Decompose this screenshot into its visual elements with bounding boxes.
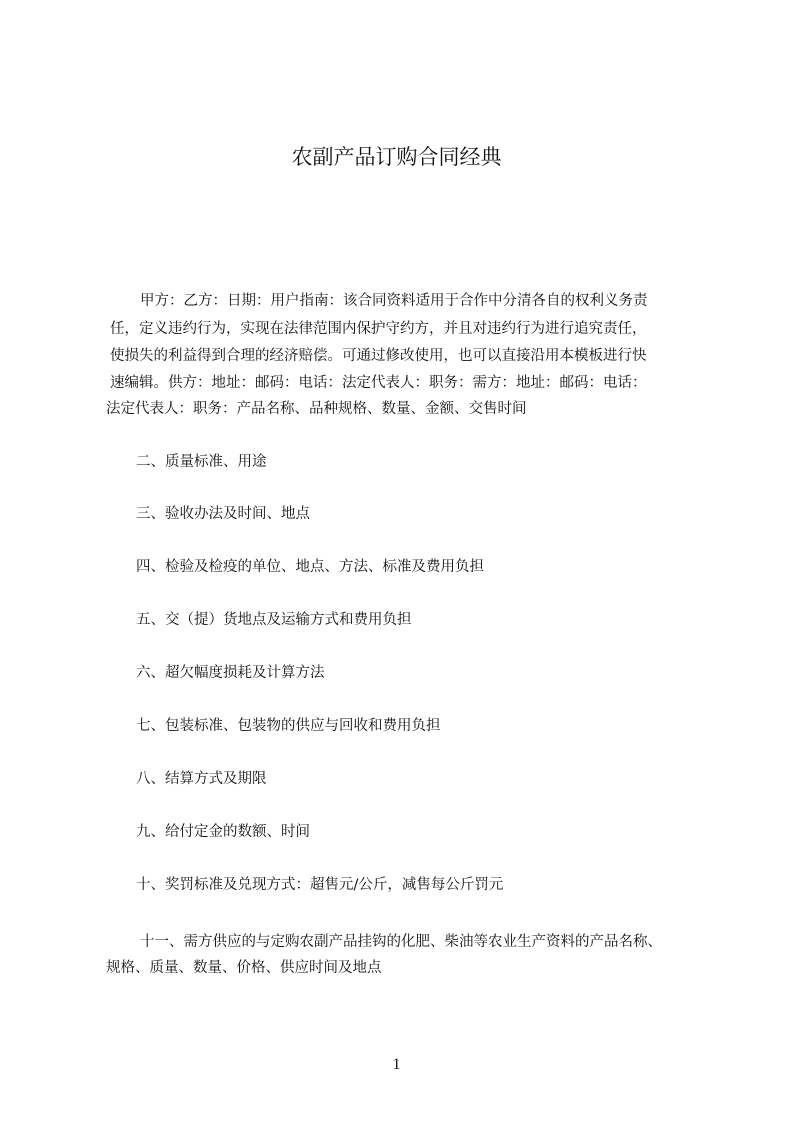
intro-line: 任，定义违约行为，实现在法律范围内保护守约方，并且对违约行为进行追究责任，	[110, 321, 647, 337]
section-heading: 七、包装标准、包装物的供应与回收和费用负担	[136, 718, 441, 734]
section-heading: 十、奖罚标准及兑现方式：超售元/公斤，减售每公斤罚元	[136, 877, 504, 893]
intro-line: 速编辑。供方：地址：邮码：电话：法定代表人：职务：需方：地址：邮码：电话：	[110, 375, 647, 391]
document-title: 农副产品订购合同经典	[291, 145, 502, 169]
section-heading: 五、交（提）货地点及运输方式和费用负担	[136, 612, 412, 628]
section-heading: 三、验收办法及时间、地点	[136, 506, 310, 522]
section-heading: 四、检验及检疫的单位、地点、方法、标准及费用负担	[136, 559, 484, 575]
page-number: 1	[392, 1056, 401, 1073]
section-11-line: 十一、需方供应的与定购农副产品挂钩的化肥、柴油等农业生产资料的产品名称、	[140, 934, 662, 950]
section-11-line: 规格、质量、数量、价格、供应时间及地点	[106, 960, 382, 976]
section-heading: 八、结算方式及期限	[136, 771, 267, 787]
intro-line: 使损失的利益得到合理的经济赔偿。可通过修改使用，也可以直接沿用本模板进行快	[110, 348, 647, 364]
intro-line: 法定代表人：职务：产品名称、品种规格、数量、金额、交售时间	[106, 401, 527, 417]
section-heading: 二、质量标准、用途	[136, 454, 267, 470]
section-heading: 六、超欠幅度损耗及计算方法	[136, 665, 325, 681]
section-heading: 九、给付定金的数额、时间	[136, 824, 310, 840]
intro-line: 甲方：乙方：日期：用户指南：该合同资料适用于合作中分清各自的权利义务责	[140, 293, 648, 309]
